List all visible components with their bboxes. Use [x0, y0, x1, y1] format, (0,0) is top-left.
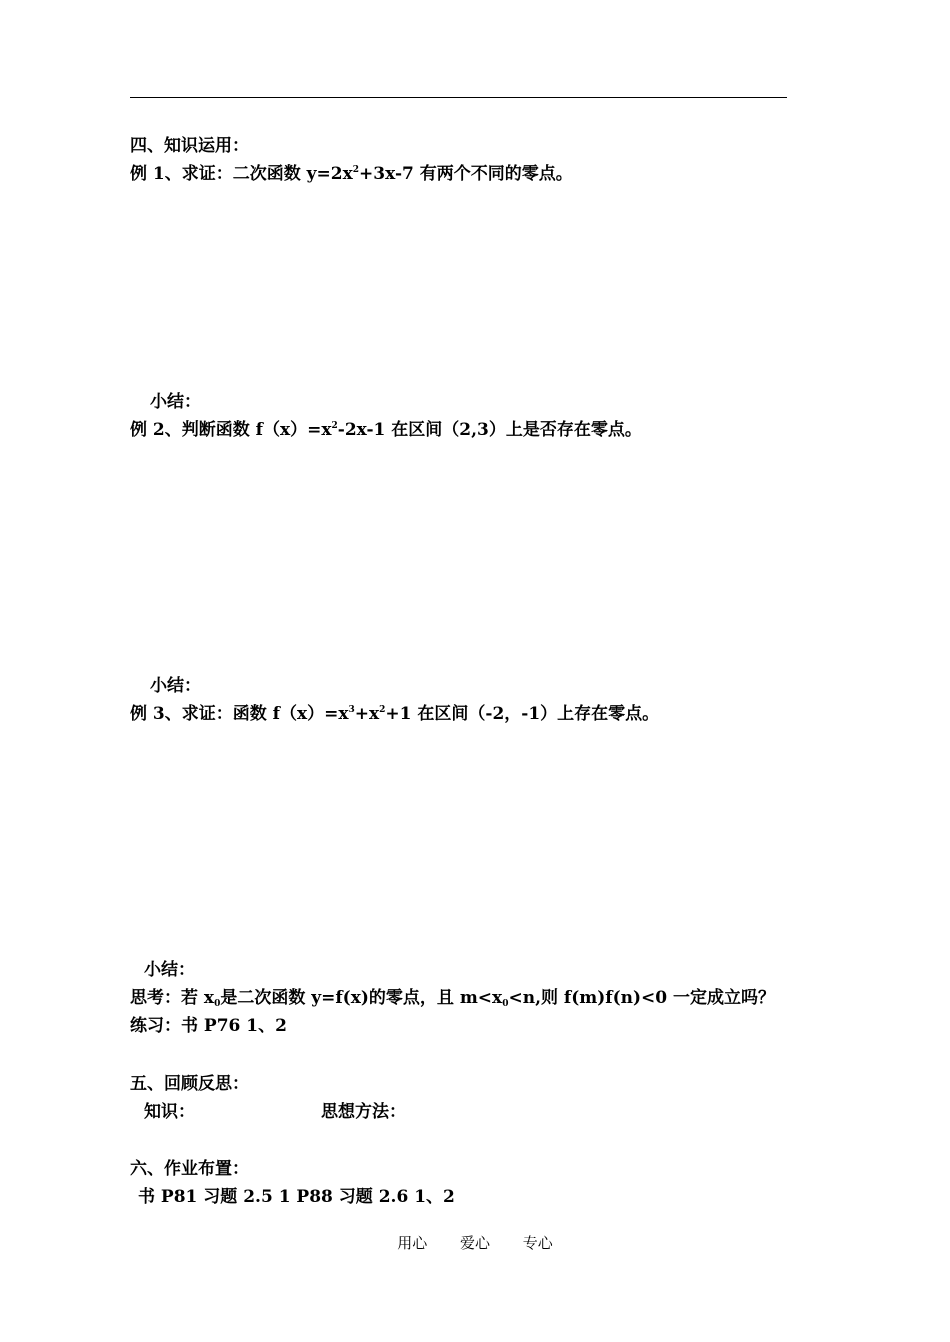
review-method: 思想方法：	[321, 1102, 406, 1122]
summary-label-2: 小结：	[150, 676, 201, 696]
footer-item: 专心	[522, 1234, 553, 1252]
header-rule	[130, 97, 787, 98]
summary-label-3: 小结：	[144, 960, 195, 980]
practice-line: 练习：书 P76 1、2	[130, 1016, 287, 1036]
section-4-title: 四、知识运用：	[130, 136, 249, 156]
example-3: 例 3、求证：函数 $f(x)=x^3+x^2+1$ 在区间（-2，-1）上存在零点。	[130, 704, 660, 724]
review-line	[144, 1101, 406, 1123]
page-footer	[0, 1232, 950, 1253]
section-5-title: 五、回顾反思：	[130, 1074, 249, 1094]
section-6-title: 六、作业布置：	[130, 1159, 249, 1179]
review-knowledge: 知识：	[144, 1102, 195, 1122]
think-question: 思考：若 $x_0$是二次函数 y=f(x)的零点，且 $m<x_0<n$,则 f(m)f(n)<0 一定成立吗？	[130, 988, 776, 1009]
footer-item: 用心	[397, 1234, 428, 1252]
example-2: 例 2、判断函数 $f(x)=x^2-2x-1$ 在区间（2,3）上是否存在零点。	[130, 420, 642, 440]
summary-label-1: 小结：	[150, 392, 201, 412]
footer-item: 爱心	[459, 1234, 490, 1252]
homework-line: 书 P81 习题 2.5 1 P88 习题 2.6 1、2	[138, 1187, 455, 1207]
example-1: 例 1、求证：二次函数 $y=2x^2+3x-7$ 有两个不同的零点。	[130, 164, 573, 184]
